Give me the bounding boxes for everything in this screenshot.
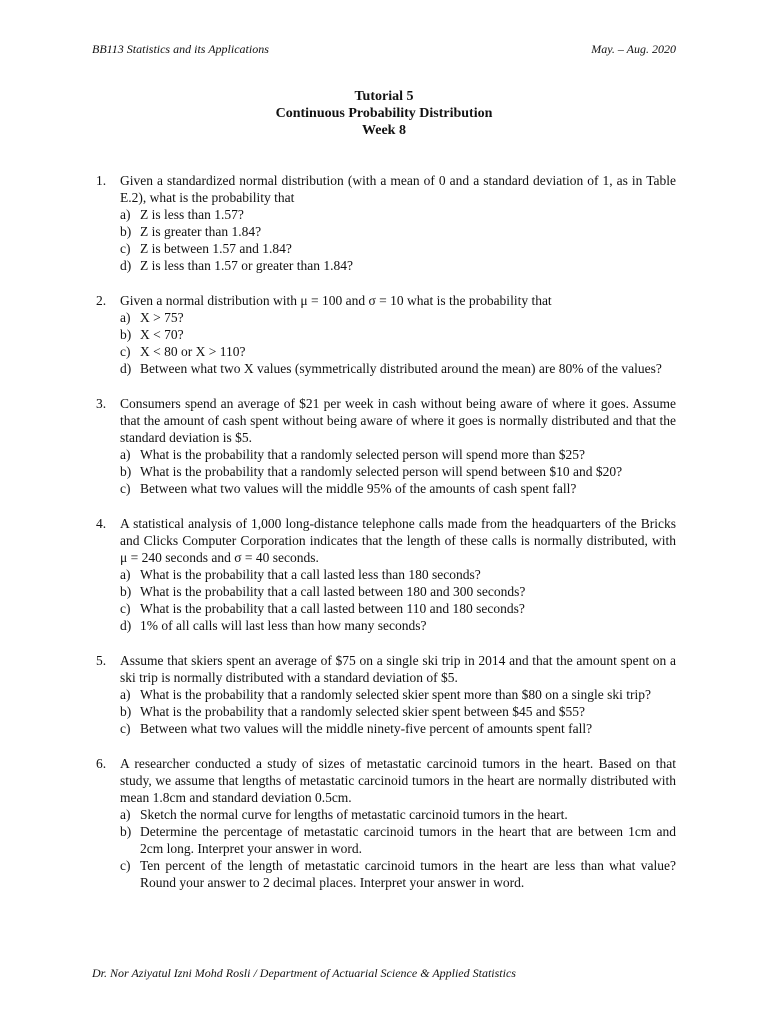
sub-question	[120, 446, 676, 463]
sub-label: a)	[120, 687, 131, 702]
question-text: A researcher conducted a study of sizes of metastatic carcinoid tumors in the heart. Based on that study, we assume that lengths of metastatic carcinoid tumors in the heart are normally distributed with mean 1.8cm and standard deviation 0.5cm.	[120, 756, 676, 805]
sub-question	[120, 566, 676, 583]
title-line-1: Tutorial 5	[354, 89, 414, 104]
sub-label: a)	[120, 310, 131, 325]
sub-label: c)	[120, 858, 131, 873]
question-number: 4.	[96, 516, 107, 531]
sub-question	[120, 360, 676, 377]
sub-text: What is the probability that a randomly selected person will spend between $10 and $20?	[140, 464, 623, 479]
sub-label: a)	[120, 447, 131, 462]
sub-text: Between what two X values (symmetrically distributed around the mean) are 80% of the values?	[140, 361, 662, 376]
question-text: A statistical analysis of 1,000 long-distance telephone calls made from the headquarters of the Bricks and Clicks Computer Corporation indicates that the length of these calls is normally distributed, with μ = 240 seconds and σ = 40 seconds.	[120, 516, 676, 565]
sub-text: Sketch the normal curve for lengths of metastatic carcinoid tumors in the heart.	[140, 807, 568, 822]
question-text: Given a normal distribution with μ = 100 and σ = 10 what is the probability that	[120, 293, 552, 308]
sub-label: c)	[120, 601, 131, 616]
question-6	[96, 755, 676, 891]
question-number: 2.	[96, 293, 107, 308]
question-number: 5.	[96, 653, 107, 668]
question-text: Given a standardized normal distribution (with a mean of 0 and a standard deviation of 1, as in Table E.2), what is the probability that	[120, 173, 676, 205]
sub-text: What is the probability that a call lasted between 110 and 180 seconds?	[140, 601, 525, 616]
sub-question	[120, 206, 676, 223]
sub-question	[120, 617, 676, 634]
sub-text: What is the probability that a randomly selected person will spend more than $25?	[140, 447, 586, 462]
question-1	[96, 172, 676, 274]
question-number: 3.	[96, 396, 107, 411]
sub-label: b)	[120, 824, 132, 839]
sub-text: Determine the percentage of metastatic carcinoid tumors in the heart that are between 1cm and 2cm long. Interpret your answer in word.	[140, 824, 676, 856]
sub-question	[120, 806, 676, 823]
sub-question	[120, 720, 676, 737]
title-line-3: Week 8	[362, 123, 406, 138]
sub-label: d)	[120, 618, 132, 633]
sub-text: X < 70?	[140, 327, 184, 342]
sub-label: b)	[120, 464, 132, 479]
sub-question	[120, 343, 676, 360]
sub-question	[120, 223, 676, 240]
sub-label: c)	[120, 241, 131, 256]
question-3	[96, 395, 676, 497]
question-5	[96, 652, 676, 737]
question-list	[96, 172, 676, 909]
sub-label: a)	[120, 567, 131, 582]
sub-question	[120, 309, 676, 326]
sub-text: X > 75?	[140, 310, 184, 325]
sub-text: Between what two values will the middle 95% of the amounts of cash spent fall?	[140, 481, 577, 496]
sub-question	[120, 686, 676, 703]
question-number: 6.	[96, 756, 107, 771]
sub-label: b)	[120, 704, 132, 719]
sub-question	[120, 463, 676, 480]
sub-text: What is the probability that a randomly selected skier spent more than $80 on a single ski trip?	[140, 687, 651, 702]
sub-text: Z is less than 1.57?	[140, 207, 244, 222]
sub-label: c)	[120, 344, 131, 359]
sub-question	[120, 600, 676, 617]
sub-text: Ten percent of the length of metastatic carcinoid tumors in the heart are less than what value? Round your answer to 2 decimal places. Interpret your answer in word.	[140, 858, 676, 890]
document-title	[0, 88, 768, 139]
title-line-2: Continuous Probability Distribution	[275, 106, 493, 121]
sub-question	[120, 583, 676, 600]
sub-text: Between what two values will the middle ninety-five percent of amounts spent fall?	[140, 721, 593, 736]
term-header: May. – Aug. 2020	[591, 42, 676, 56]
sub-text: X < 80 or X > 110?	[140, 344, 246, 359]
sub-label: b)	[120, 327, 132, 342]
course-header: BB113 Statistics and its Applications	[92, 42, 269, 56]
sub-label: a)	[120, 207, 131, 222]
sub-text: What is the probability that a call lasted between 180 and 300 seconds?	[140, 584, 526, 599]
sub-label: c)	[120, 721, 131, 736]
sub-text: Z is between 1.57 and 1.84?	[140, 241, 292, 256]
sub-label: b)	[120, 584, 132, 599]
sub-question	[120, 703, 676, 720]
sub-question	[120, 480, 676, 497]
question-4	[96, 515, 676, 634]
question-number: 1.	[96, 173, 107, 188]
sub-question	[120, 240, 676, 257]
sub-label: c)	[120, 481, 131, 496]
page-footer: Dr. Nor Aziyatul Izni Mohd Rosli / Department of Actuarial Science & Applied Statistics	[92, 966, 516, 980]
question-text: Consumers spend an average of $21 per week in cash without being aware of where it goes. Assume that the amount of cash spent without being aware of where it goes is normally distributed and that the standard deviation is $5.	[120, 396, 676, 445]
sub-text: 1% of all calls will last less than how many seconds?	[140, 618, 427, 633]
sub-question	[120, 257, 676, 274]
sub-question	[120, 326, 676, 343]
sub-label: a)	[120, 807, 131, 822]
sub-text: What is the probability that a call lasted less than 180 seconds?	[140, 567, 481, 582]
sub-text: What is the probability that a randomly selected skier spent between $45 and $55?	[140, 704, 585, 719]
sub-label: d)	[120, 258, 132, 273]
sub-text: Z is greater than 1.84?	[140, 224, 262, 239]
sub-question	[120, 823, 676, 857]
question-2	[96, 292, 676, 377]
sub-text: Z is less than 1.57 or greater than 1.84?	[140, 258, 353, 273]
question-text: Assume that skiers spent an average of $75 on a single ski trip in 2014 and that the amount spent on a ski trip is normally distributed with a standard deviation of $5.	[120, 653, 676, 685]
sub-label: d)	[120, 361, 132, 376]
sub-question	[120, 857, 676, 891]
sub-label: b)	[120, 224, 132, 239]
